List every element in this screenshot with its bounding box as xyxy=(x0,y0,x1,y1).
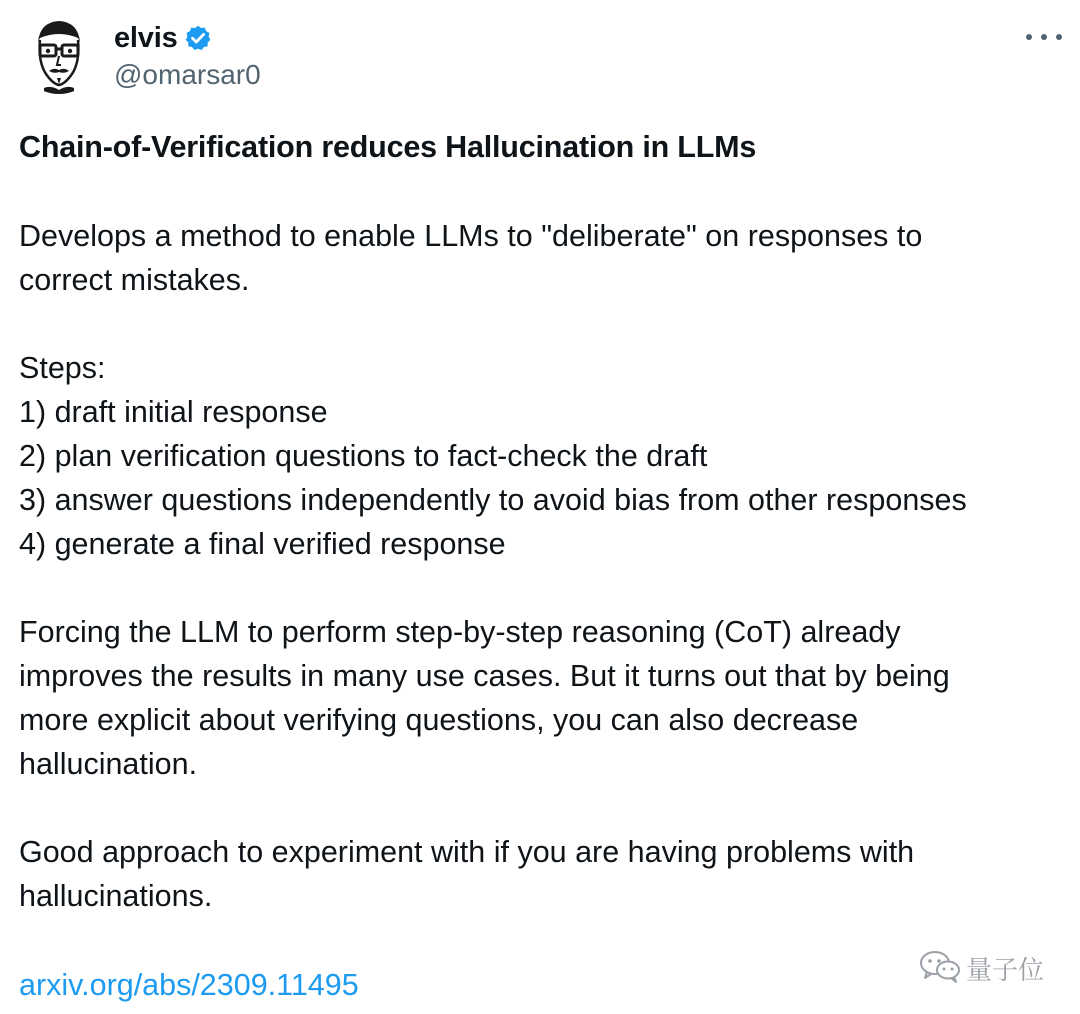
tweet-text-line: improves the results in many use cases. But it turns out that by being xyxy=(19,659,950,693)
arxiv-link[interactable]: arxiv.org/abs/2309.11495 xyxy=(19,968,359,1002)
tweet-text-line: Forcing the LLM to perform step-by-step reasoning (CoT) already xyxy=(19,615,901,649)
watermark-text: 量子位 xyxy=(966,955,1045,986)
tweet-text-line: hallucinations. xyxy=(19,879,213,913)
watermark xyxy=(918,948,1044,988)
tweet-step: 4) generate a final verified response xyxy=(19,527,506,561)
author-name-row xyxy=(114,20,212,56)
tweet-step: 1) draft initial response xyxy=(19,395,328,429)
more-horizontal-icon[interactable] xyxy=(1022,22,1066,52)
tweet-step: 2) plan verification questions to fact-check the draft xyxy=(19,439,708,473)
tweet-text-line: Good approach to experiment with if you are having problems with xyxy=(19,835,915,869)
avatar-face-icon xyxy=(18,12,100,94)
wechat-icon xyxy=(918,948,962,989)
more-dot xyxy=(1041,34,1047,40)
more-dot xyxy=(1056,34,1062,40)
tweet-step: 3) answer questions independently to avoid bias from other responses xyxy=(19,483,967,517)
tweet-text-line: more explicit about verifying questions, you can also decrease xyxy=(19,703,859,737)
tweet-text-line: Steps: xyxy=(19,351,106,385)
author-display-name[interactable]: elvis xyxy=(114,21,178,54)
verified-badge-icon xyxy=(184,24,212,52)
avatar[interactable] xyxy=(18,12,100,94)
author-handle[interactable]: @omarsar0 xyxy=(114,59,261,90)
tweet-text-line: hallucination. xyxy=(19,747,198,781)
tweet-text-line: correct mistakes. xyxy=(19,263,250,297)
more-dot xyxy=(1026,34,1032,40)
tweet-text-line: Develops a method to enable LLMs to "deliberate" on responses to xyxy=(19,219,923,253)
tweet-title: Chain-of-Verification reduces Hallucination in LLMs xyxy=(19,130,757,164)
